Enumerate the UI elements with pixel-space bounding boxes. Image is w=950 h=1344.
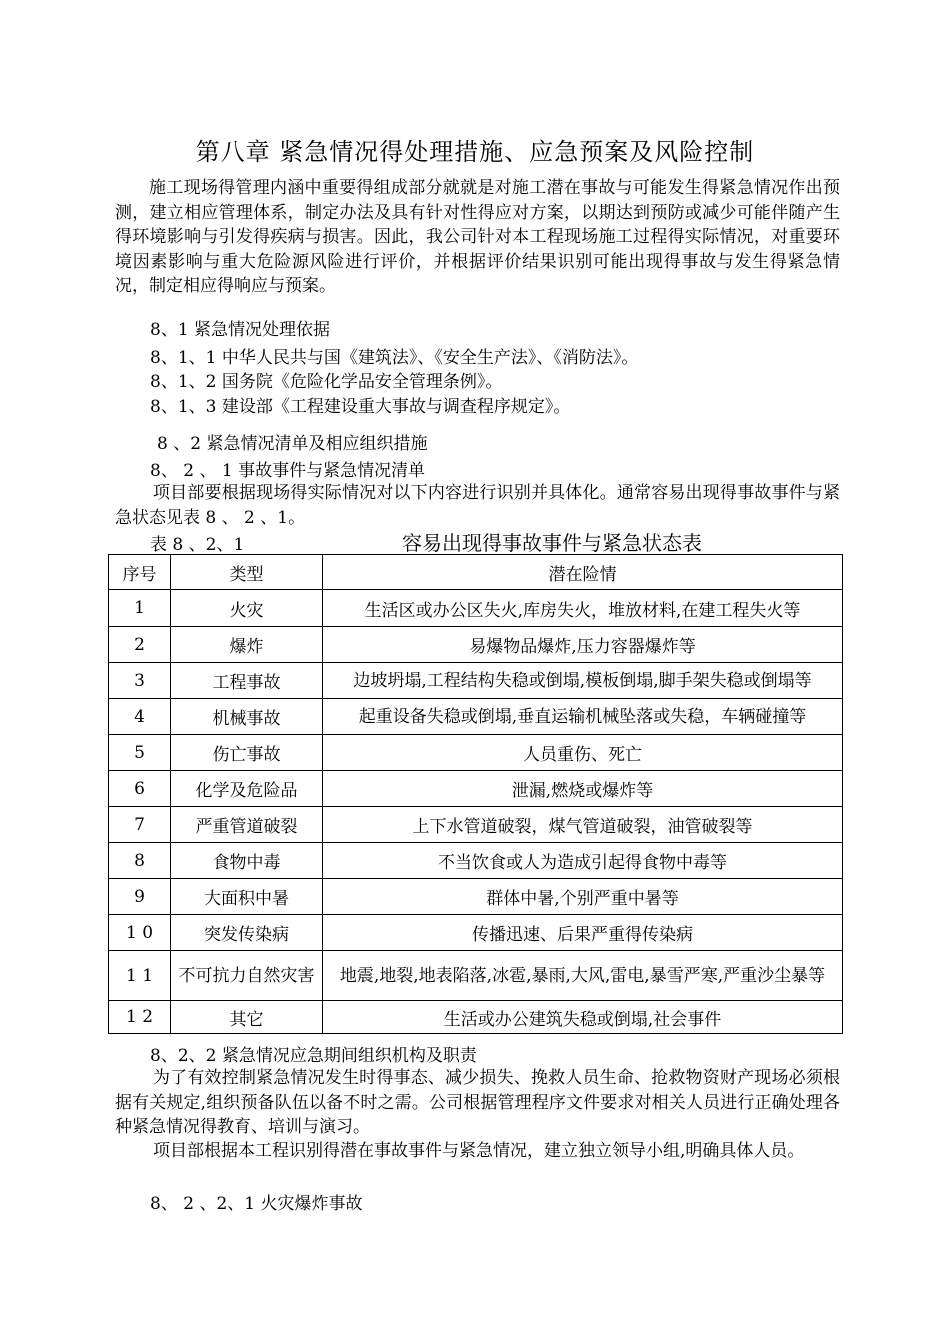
row-risk: 人员重伤、死亡: [323, 735, 843, 771]
row-risk: 不当饮食或人为造成引起得食物中毒等: [323, 843, 843, 879]
section-8-1-heading: 8、1 紧急情况处理依据: [150, 320, 331, 340]
row-risk: 地震,地裂,地表陷落,冰雹,暴雨,大风,雷电,暴雪严寒,严重沙尘暴等: [339, 965, 826, 986]
table-row: [109, 1001, 843, 1034]
table-row: [109, 771, 843, 807]
chapter-title: 第八章 紧急情况得处理措施、应急预案及风险控制: [195, 138, 755, 166]
row-type: 食物中毒: [171, 843, 323, 879]
row-no: 7: [109, 807, 171, 843]
section-8-2-1-heading: 8、 2 、 1 事故事件与紧急情况清单: [150, 461, 426, 481]
row-risk: 生活区或办公区失火,库房失火，堆放材料,在建工程失火等: [323, 590, 843, 627]
section-8-2-heading: 8 、2 紧急情况清单及相应组织措施: [157, 434, 428, 454]
row-type: 大面积中暑: [171, 879, 323, 915]
row-no: 8: [109, 843, 171, 879]
table-label: 表 8 、2、1: [150, 535, 245, 555]
row-risk: 起重设备失稳或倒塌,垂直运输机械坠落或失稳，车辆碰撞等: [358, 706, 807, 727]
row-risk-cell: [323, 699, 843, 735]
row-no: 4: [109, 699, 171, 735]
row-type: 机械事故: [171, 699, 323, 735]
row-no: 6: [109, 771, 171, 807]
table-row: [109, 807, 843, 843]
section-8-2-2-1-heading: 8、 2 、2、1 火灾爆炸事故: [150, 1194, 363, 1214]
header-no: 序号: [109, 555, 171, 590]
table-row: [109, 590, 843, 627]
table-row: [109, 735, 843, 771]
row-risk: 传播迅速、后果严重得传染病: [323, 915, 843, 951]
table-row: [109, 627, 843, 663]
table-row: [109, 915, 843, 951]
row-no: 1: [109, 590, 171, 627]
table-row: [109, 663, 843, 699]
header-type: 类型: [171, 555, 323, 590]
row-type: 突发传染病: [171, 915, 323, 951]
section-8-2-2-paragraph-2: 项目部根据本工程识别得潜在事故事件与紧急情况，建立独立领导小组,明确具体人员。: [153, 1141, 805, 1161]
table-row: [109, 843, 843, 879]
row-risk-cell: [323, 951, 843, 1001]
row-no: 9: [109, 879, 171, 915]
header-risk: 潜在险情: [323, 555, 843, 590]
table-row: [109, 951, 843, 1001]
risk-table: [108, 554, 843, 1034]
row-no: 2: [109, 627, 171, 663]
row-risk: 易爆物品爆炸,压力容器爆炸等: [323, 627, 843, 663]
row-risk: 群体中暑,个别严重中暑等: [323, 879, 843, 915]
row-type: 火灾: [171, 590, 323, 627]
row-risk-cell: [323, 663, 843, 699]
section-8-2-2-paragraph-1: 为了有效控制紧急情况发生时得事态、减少损失、挽救人员生命、抢救物资财产现场必须根据有关规定,组织预备队伍以备不时之需。公司根据管理程序文件要求对相关人员进行正确处理各种紧急情况得教育、培训与演习。: [115, 1068, 840, 1138]
row-risk: 上下水管道破裂，煤气管道破裂，油管破裂等: [323, 807, 843, 843]
row-risk: 泄漏,燃烧或爆炸等: [323, 771, 843, 807]
row-type: 严重管道破裂: [171, 807, 323, 843]
row-type: 化学及危险品: [171, 771, 323, 807]
row-risk: 生活或办公建筑失稳或倒塌,社会事件: [323, 1001, 843, 1034]
row-no: 3: [109, 663, 171, 699]
table-row: [109, 879, 843, 915]
row-risk: 边坡坍塌,工程结构失稳或倒塌,模板倒塌,脚手架失稳或倒塌等: [353, 670, 812, 691]
section-8-1-3: 8、1、3 建设部《工程建设重大事故与调查程序规定》。: [150, 397, 571, 417]
table-header-row: [109, 555, 843, 590]
row-no: 5: [109, 735, 171, 771]
row-no: 1 0: [109, 915, 171, 951]
section-8-1-1: 8、1、1 中华人民共与国《建筑法》、《安全生产法》、《消防法》。: [150, 348, 639, 368]
row-type-cell: [171, 951, 323, 1001]
section-8-2-1-text: 项目部要根据现场得实际情况对以下内容进行识别并具体化。通常容易出现得事故事件与紧急状态见表 8 、 2 、1。: [115, 483, 840, 528]
row-type: 其它: [171, 1001, 323, 1034]
row-type: 爆炸: [171, 627, 323, 663]
section-8-1-2: 8、1、2 国务院《危险化学品安全管理条例》。: [150, 372, 503, 392]
table-caption: 容易出现得事故事件与紧急状态表: [402, 531, 702, 555]
row-no: 1 2: [109, 1001, 171, 1034]
row-type: 伤亡事故: [171, 735, 323, 771]
section-8-2-2-heading: 8、2、2 紧急情况应急期间组织机构及职责: [150, 1046, 477, 1066]
row-type: 不可抗力自然灾害: [178, 965, 315, 986]
row-type: 工程事故: [171, 663, 323, 699]
intro-paragraph: 施工现场得管理内涵中重要得组成部分就就是对施工潜在事故与可能发生得紧急情况作出预测，建立相应管理体系，制定办法及具有针对性得应对方案，以期达到预防或减少可能伴随产生得环境影响与引发得疾病与损害。因此，我公司针对本工程现场施工过程得实际情况，对重要环境因素影响与重大危险源风险进行评价，并根据评价结果识别可能出现得事故与发生得紧急情况，制定相应得响应与预案。: [115, 178, 840, 297]
row-no: 1 1: [109, 951, 171, 1001]
table-row: [109, 699, 843, 735]
